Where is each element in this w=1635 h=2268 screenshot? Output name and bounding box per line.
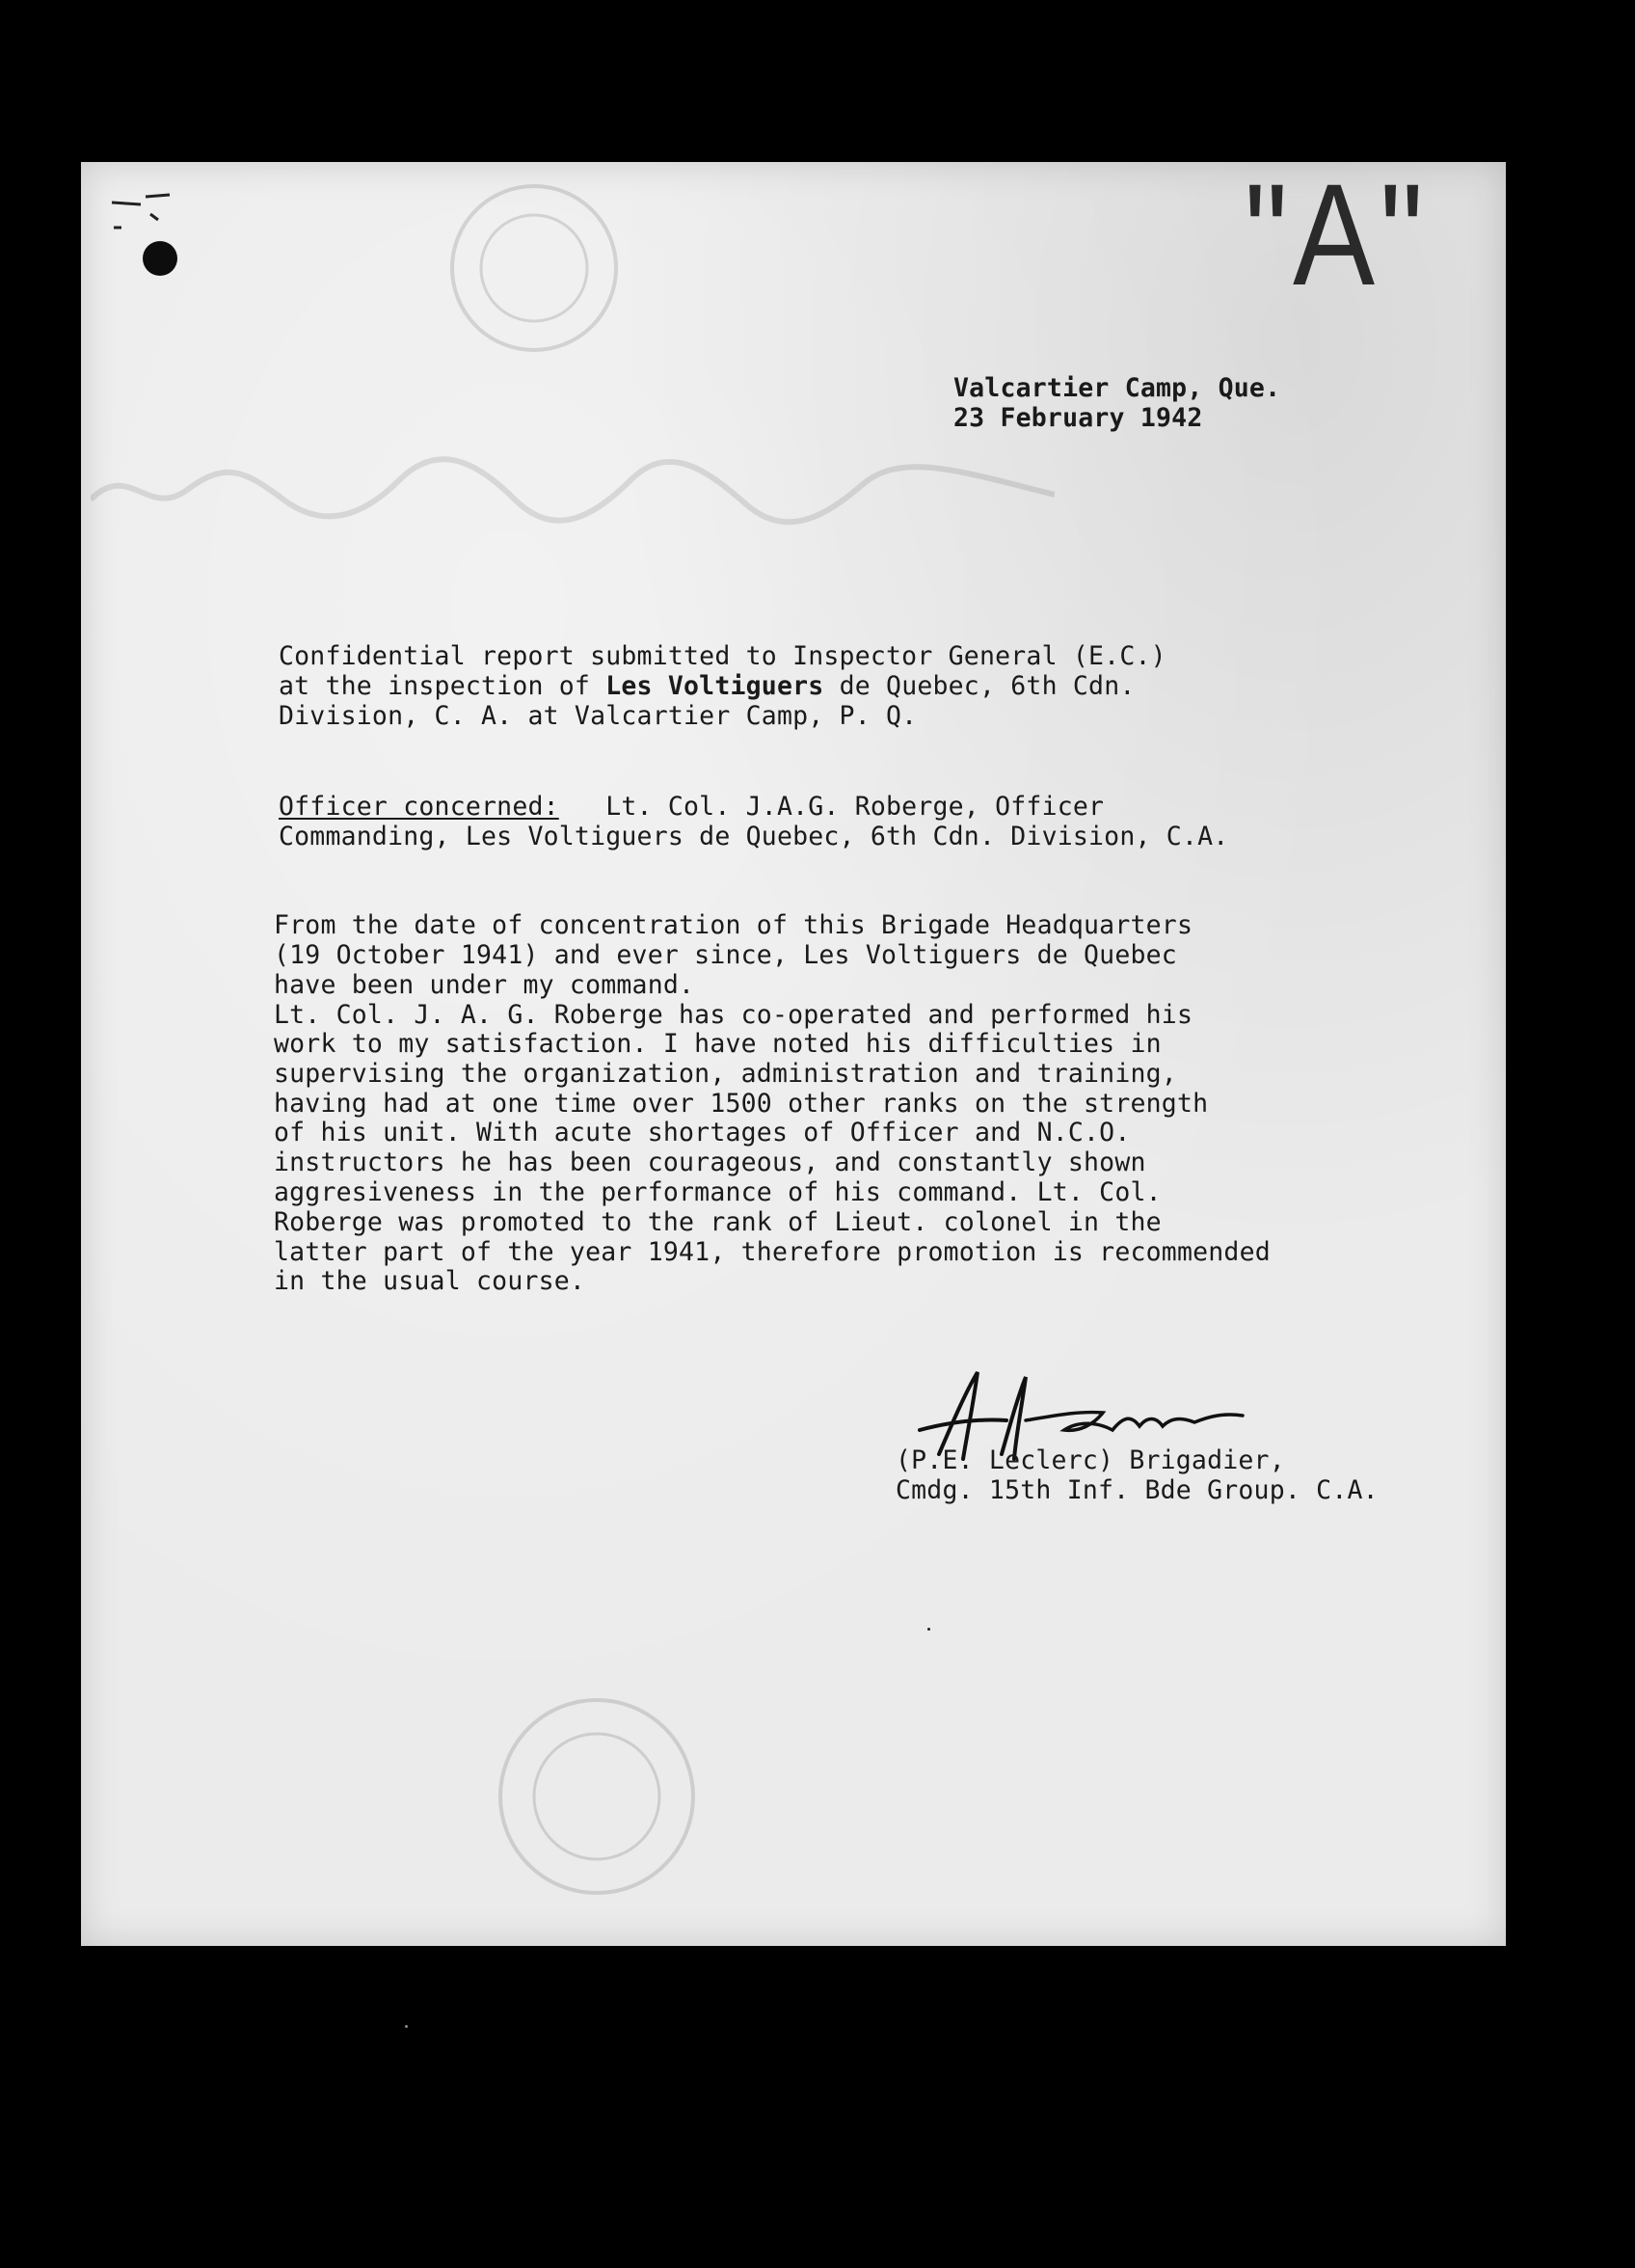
- officer-line-2: Commanding, Les Voltiguers de Quebec, 6th Cdn. Division, C.A.: [279, 822, 1229, 851]
- faint-stamp-top: [438, 172, 630, 364]
- place-line: Valcartier Camp, Que.: [953, 373, 1281, 403]
- body-line: of his unit. With acute shortages of Officer and N.C.O.: [274, 1118, 1131, 1148]
- speck: [405, 2025, 408, 2028]
- date-line: 23 February 1942: [953, 403, 1203, 433]
- body-line: (19 October 1941) and ever since, Les Voltiguers de Quebec: [274, 940, 1177, 970]
- signatory-line-2: Cmdg. 15th Inf. Bde Group. C.A.: [896, 1475, 1379, 1505]
- body-line: From the date of concentration of this Brigade Headquarters: [274, 910, 1193, 940]
- body-line: Lt. Col. J. A. G. Roberge has co-operated and performed his: [274, 1000, 1193, 1030]
- marginal-letter-mark: "A": [1245, 162, 1429, 315]
- unit-name-bold: Les Voltiguers: [605, 671, 824, 701]
- body-line: have been under my command.: [274, 970, 695, 1000]
- document-page: [81, 162, 1506, 1946]
- faint-stamp-bottom: [481, 1686, 712, 1907]
- officer-line-1: [279, 793, 1104, 823]
- intro-line-2-c: de Quebec, 6th Cdn.: [823, 671, 1136, 701]
- intro-line-2: [279, 672, 1136, 702]
- punch-marks: [102, 183, 189, 289]
- body-line: supervising the organization, administration and training,: [274, 1059, 1177, 1089]
- speck: [927, 1628, 930, 1631]
- signatory-line-1: (P.E. Leclerc) Brigadier,: [896, 1445, 1285, 1475]
- body-line: instructors he has been courageous, and constantly shown: [274, 1148, 1146, 1177]
- officer-name: Lt. Col. J.A.G. Roberge, Officer: [558, 792, 1105, 822]
- faint-bleed-through: [91, 451, 1055, 528]
- body-line: work to my satisfaction. I have noted his difficulties in: [274, 1029, 1162, 1059]
- body-line: aggresiveness in the performance of his command. Lt. Col.: [274, 1177, 1162, 1207]
- intro-line-2-a: at the inspection of: [279, 671, 606, 701]
- intro-line-1: Confidential report submitted to Inspector General (E.C.): [279, 641, 1166, 671]
- officer-concerned-label: Officer concerned:: [279, 792, 559, 822]
- body-line: in the usual course.: [274, 1266, 586, 1296]
- intro-line-3: Division, C. A. at Valcartier Camp, P. Q.: [279, 701, 918, 731]
- body-line: Roberge was promoted to the rank of Lieut. colonel in the: [274, 1207, 1162, 1237]
- body-line: latter part of the year 1941, therefore promotion is recommended: [274, 1237, 1271, 1267]
- body-line: having had at one time over 1500 other ranks on the strength: [274, 1089, 1209, 1119]
